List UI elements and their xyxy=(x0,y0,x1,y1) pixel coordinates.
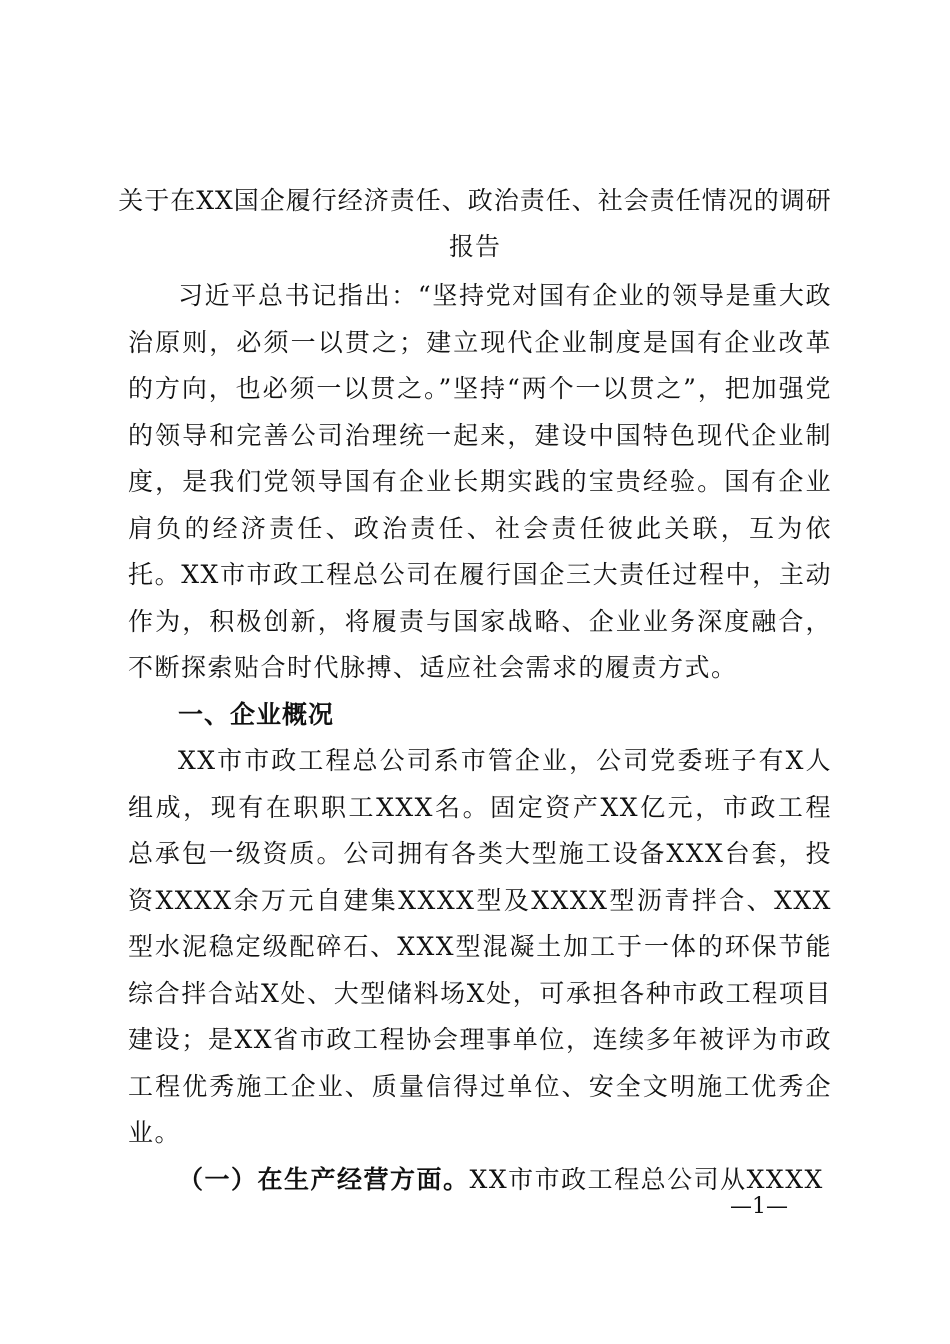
production-operation-text: XX市市政工程总公司从XXXX xyxy=(469,1164,824,1194)
subsection-heading-production: （一）在生产经营方面。 xyxy=(178,1164,470,1194)
company-overview-paragraph: XX市市政工程总公司系市管企业，公司党委班子有X人组成，现有在职职工XXX名。固定资产XX亿元，市政工程总承包一级资质。公司拥有各类大型施工设备XXX台套，投资XXXX余万元自建集XXXX型及XXXX型沥青拌合、XXX型水泥稳定级配碎石、XXX型混凝土加工于一体的环保节能综合拌合站X处、大型储料场X处，可承担各种市政工程项目建设；是XX省市政工程协会理事单位，连续多年被评为市政工程优秀施工企业、质量信得过单位、安全文明施工优秀企业。 xyxy=(128,746,832,1147)
production-operation-paragraph xyxy=(128,1157,832,1204)
intro-paragraph: 习近平总书记指出：“坚持党对国有企业的领导是重大政治原则，必须一以贯之；建立现代企业制度是国有企业改革的方向，也必须一以贯之。”坚持“两个一以贯之”，把加强党的领导和完善公司治理统一起来，建设中国特色现代企业制度，是我们党领导国有企业长期实践的宝贵经验。国有企业肩负的经济责任、政治责任、社会责任彼此关联，互为依托。XX市市政工程总公司在履行国企三大责任过程中，主动作为，积极创新，将履责与国家战略、企业业务深度融合，不断探索贴合时代脉搏、适应社会需求的履责方式。 xyxy=(128,281,832,682)
document-title: 关于在XX国企履行经济责任、政治责任、社会责任情况的调研报告 xyxy=(118,186,832,261)
section-heading-enterprise-overview: 一、企业概况 xyxy=(178,699,335,729)
document-body xyxy=(128,273,832,1203)
page-number: —1— xyxy=(730,1194,788,1219)
